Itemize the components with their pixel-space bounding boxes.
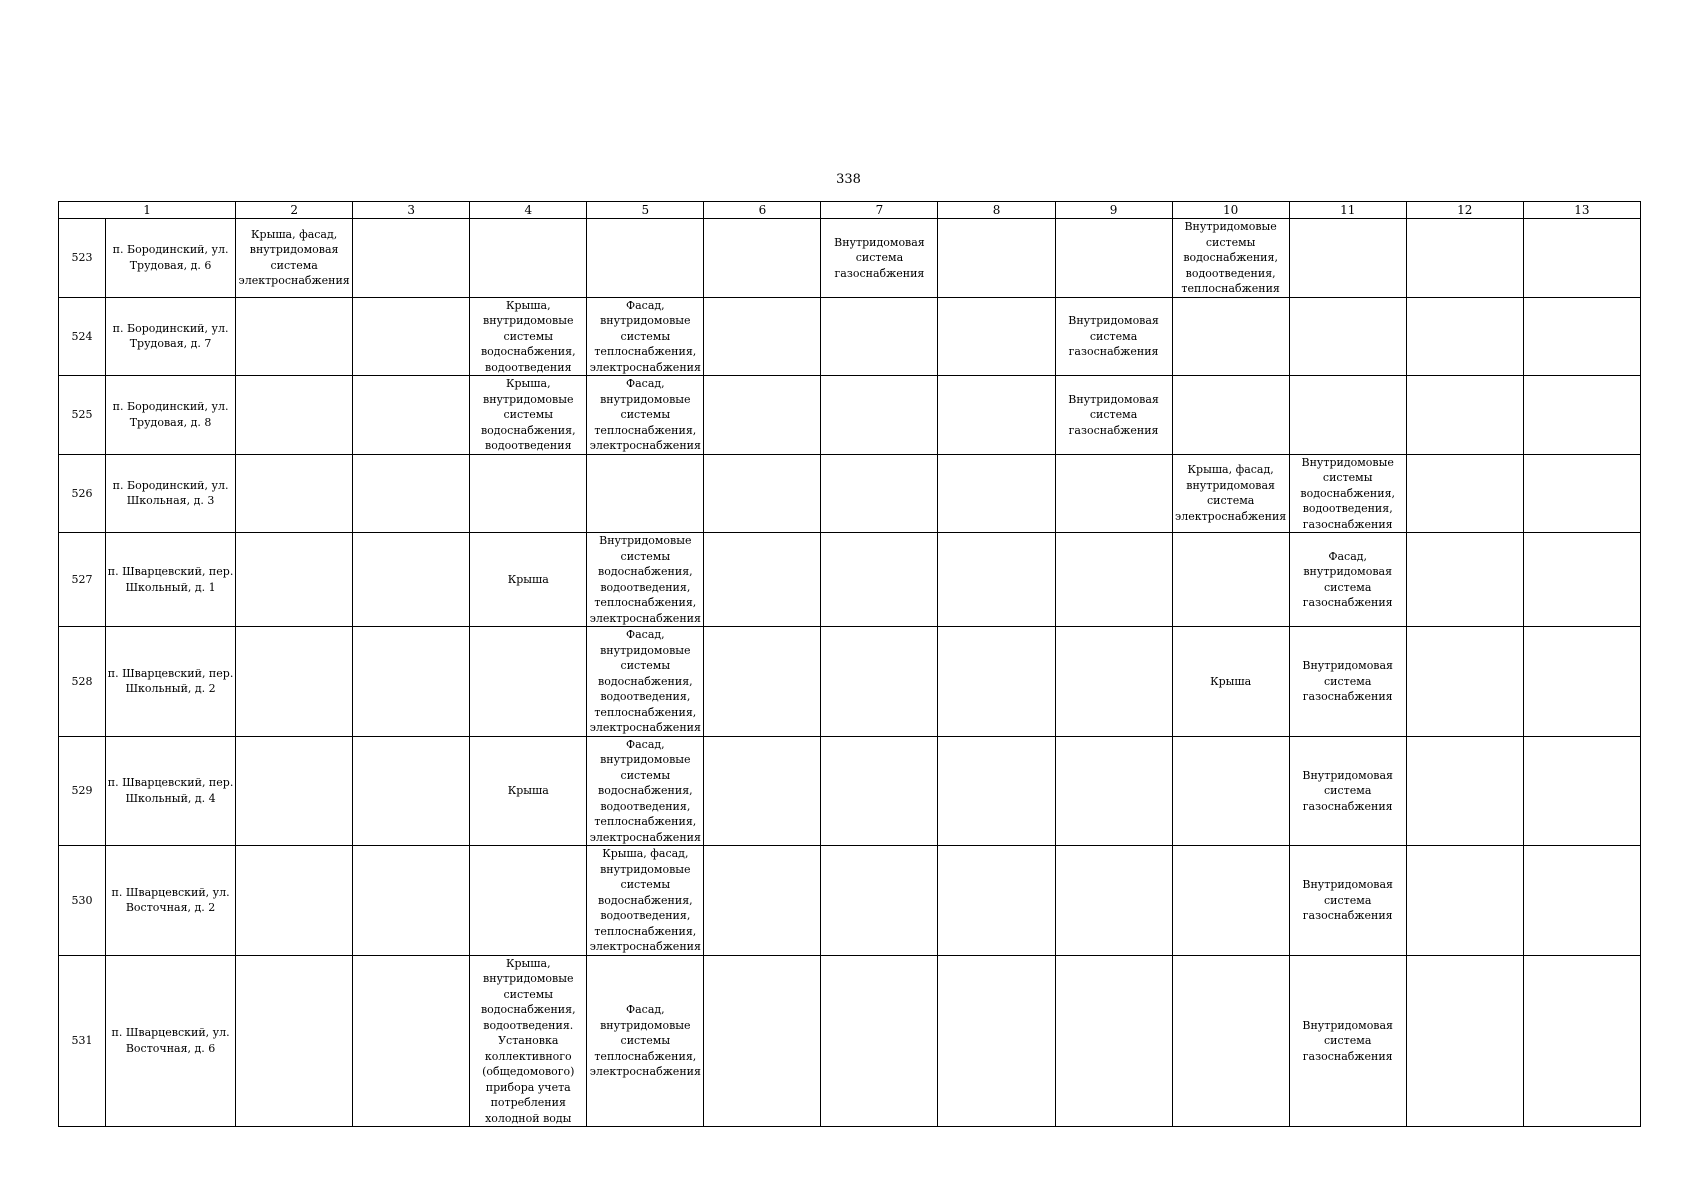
work-cell-col-8 — [938, 627, 1055, 737]
address-cell: п. Шварцевский, пер. Школьный, д. 4 — [106, 736, 236, 846]
work-cell-col-11: Внутридомовая система газоснабжения — [1289, 846, 1406, 956]
work-cell-col-5: Фасад, внутридомовые системы теплоснабжения, электроснабжения — [587, 955, 704, 1127]
work-cell-col-3 — [353, 219, 470, 298]
work-cell-col-5: Фасад, внутридомовые системы теплоснабжения, электроснабжения — [587, 376, 704, 455]
repair-schedule-table — [58, 201, 1641, 1127]
work-cell-col-4 — [470, 454, 587, 533]
table-row — [59, 454, 1641, 533]
work-cell-col-6 — [704, 297, 821, 376]
work-cell-col-10 — [1172, 736, 1289, 846]
work-cell-col-11: Внутридомовая система газоснабжения — [1289, 627, 1406, 737]
work-cell-col-13 — [1523, 627, 1640, 737]
work-cell-col-7 — [821, 376, 938, 455]
work-cell-col-12 — [1406, 454, 1523, 533]
address-cell: п. Шварцевский, пер. Школьный, д. 1 — [106, 533, 236, 627]
work-cell-col-6 — [704, 955, 821, 1127]
address-cell: п. Шварцевский, пер. Школьный, д. 2 — [106, 627, 236, 737]
work-cell-col-7 — [821, 297, 938, 376]
work-cell-col-13 — [1523, 219, 1640, 298]
work-cell-col-10 — [1172, 376, 1289, 455]
work-cell-col-13 — [1523, 955, 1640, 1127]
work-cell-col-11: Внутридомовая система газоснабжения — [1289, 955, 1406, 1127]
row-number-cell: 524 — [59, 297, 106, 376]
work-cell-col-13 — [1523, 846, 1640, 956]
table-row — [59, 297, 1641, 376]
work-cell-col-2 — [236, 955, 353, 1127]
work-cell-col-13 — [1523, 297, 1640, 376]
work-cell-col-4: Крыша — [470, 736, 587, 846]
table-row — [59, 627, 1641, 737]
work-cell-col-5: Фасад, внутридомовые системы водоснабжения, водоотведения, теплоснабжения, электроснабжения — [587, 627, 704, 737]
work-cell-col-4: Крыша, внутридомовые системы водоснабжения, водоотведения — [470, 297, 587, 376]
work-cell-col-8 — [938, 376, 1055, 455]
row-number-cell: 531 — [59, 955, 106, 1127]
work-cell-col-8 — [938, 454, 1055, 533]
work-cell-col-12 — [1406, 533, 1523, 627]
row-number-cell: 527 — [59, 533, 106, 627]
column-header: 3 — [353, 202, 470, 219]
work-cell-col-9 — [1055, 219, 1172, 298]
work-cell-col-6 — [704, 846, 821, 956]
work-cell-col-13 — [1523, 454, 1640, 533]
row-number-cell: 528 — [59, 627, 106, 737]
work-cell-col-12 — [1406, 736, 1523, 846]
work-cell-col-6 — [704, 533, 821, 627]
work-cell-col-11 — [1289, 219, 1406, 298]
work-cell-col-2 — [236, 376, 353, 455]
work-cell-col-6 — [704, 627, 821, 737]
work-cell-col-11 — [1289, 297, 1406, 376]
work-cell-col-10 — [1172, 297, 1289, 376]
work-cell-col-10 — [1172, 955, 1289, 1127]
work-cell-col-3 — [353, 955, 470, 1127]
work-cell-col-12 — [1406, 219, 1523, 298]
work-cell-col-10: Внутридомовые системы водоснабжения, водоотведения, теплоснабжения — [1172, 219, 1289, 298]
row-number-cell: 530 — [59, 846, 106, 956]
work-cell-col-11: Внутридомовые системы водоснабжения, водоотведения, газоснабжения — [1289, 454, 1406, 533]
work-cell-col-7 — [821, 533, 938, 627]
column-header: 1 — [59, 202, 236, 219]
work-cell-col-10 — [1172, 533, 1289, 627]
table-row — [59, 376, 1641, 455]
work-cell-col-8 — [938, 955, 1055, 1127]
work-cell-col-7: Внутридомовая система газоснабжения — [821, 219, 938, 298]
address-cell: п. Бородинский, ул. Школьная, д. 3 — [106, 454, 236, 533]
column-header: 10 — [1172, 202, 1289, 219]
work-cell-col-7 — [821, 846, 938, 956]
work-cell-col-3 — [353, 736, 470, 846]
work-cell-col-12 — [1406, 955, 1523, 1127]
work-cell-col-9 — [1055, 846, 1172, 956]
work-cell-col-9: Внутридомовая система газоснабжения — [1055, 376, 1172, 455]
work-cell-col-9 — [1055, 627, 1172, 737]
work-cell-col-2: Крыша, фасад, внутридомовая система электроснабжения — [236, 219, 353, 298]
row-number-cell: 529 — [59, 736, 106, 846]
column-header: 2 — [236, 202, 353, 219]
work-cell-col-7 — [821, 627, 938, 737]
work-cell-col-11: Внутридомовая система газоснабжения — [1289, 736, 1406, 846]
column-header: 6 — [704, 202, 821, 219]
work-cell-col-9: Внутридомовая система газоснабжения — [1055, 297, 1172, 376]
work-cell-col-4: Крыша, внутридомовые системы водоснабжения, водоотведения. Установка коллективного (общедомового) прибора учета потребления холодной воды — [470, 955, 587, 1127]
work-cell-col-6 — [704, 736, 821, 846]
work-cell-col-6 — [704, 219, 821, 298]
column-header: 5 — [587, 202, 704, 219]
work-cell-col-5: Крыша, фасад, внутридомовые системы водоснабжения, водоотведения, теплоснабжения, электроснабжения — [587, 846, 704, 956]
work-cell-col-9 — [1055, 454, 1172, 533]
work-cell-col-11: Фасад, внутридомовая система газоснабжения — [1289, 533, 1406, 627]
work-cell-col-2 — [236, 533, 353, 627]
work-cell-col-12 — [1406, 376, 1523, 455]
work-cell-col-5: Фасад, внутридомовые системы водоснабжения, водоотведения, теплоснабжения, электроснабжения — [587, 736, 704, 846]
work-cell-col-3 — [353, 297, 470, 376]
work-cell-col-2 — [236, 297, 353, 376]
column-header: 8 — [938, 202, 1055, 219]
work-cell-col-2 — [236, 627, 353, 737]
work-cell-col-12 — [1406, 627, 1523, 737]
work-cell-col-9 — [1055, 736, 1172, 846]
row-number-cell: 526 — [59, 454, 106, 533]
work-cell-col-3 — [353, 846, 470, 956]
column-header: 4 — [470, 202, 587, 219]
work-cell-col-13 — [1523, 736, 1640, 846]
column-header: 11 — [1289, 202, 1406, 219]
work-cell-col-13 — [1523, 376, 1640, 455]
page-number: 338 — [836, 172, 861, 187]
work-cell-col-8 — [938, 219, 1055, 298]
table-row — [59, 846, 1641, 956]
column-header: 13 — [1523, 202, 1640, 219]
work-cell-col-12 — [1406, 297, 1523, 376]
work-cell-col-8 — [938, 297, 1055, 376]
work-cell-col-5 — [587, 219, 704, 298]
work-cell-col-7 — [821, 955, 938, 1127]
work-cell-col-9 — [1055, 533, 1172, 627]
work-cell-col-6 — [704, 454, 821, 533]
address-cell: п. Шварцевский, ул. Восточная, д. 6 — [106, 955, 236, 1127]
work-cell-col-4 — [470, 846, 587, 956]
table-row — [59, 736, 1641, 846]
work-cell-col-5 — [587, 454, 704, 533]
address-cell: п. Шварцевский, ул. Восточная, д. 2 — [106, 846, 236, 956]
work-cell-col-8 — [938, 846, 1055, 956]
work-cell-col-4 — [470, 219, 587, 298]
work-cell-col-4: Крыша, внутридомовые системы водоснабжения, водоотведения — [470, 376, 587, 455]
table-row — [59, 955, 1641, 1127]
table-row — [59, 533, 1641, 627]
column-header-row — [59, 202, 1641, 219]
work-cell-col-10: Крыша, фасад, внутридомовая система электроснабжения — [1172, 454, 1289, 533]
work-cell-col-2 — [236, 846, 353, 956]
address-cell: п. Бородинский, ул. Трудовая, д. 6 — [106, 219, 236, 298]
row-number-cell: 523 — [59, 219, 106, 298]
column-header: 7 — [821, 202, 938, 219]
work-cell-col-10 — [1172, 846, 1289, 956]
work-cell-col-7 — [821, 454, 938, 533]
work-cell-col-9 — [1055, 955, 1172, 1127]
work-cell-col-11 — [1289, 376, 1406, 455]
table-row — [59, 219, 1641, 298]
address-cell: п. Бородинский, ул. Трудовая, д. 7 — [106, 297, 236, 376]
work-cell-col-5: Фасад, внутридомовые системы теплоснабжения, электроснабжения — [587, 297, 704, 376]
work-cell-col-13 — [1523, 533, 1640, 627]
work-cell-col-8 — [938, 736, 1055, 846]
column-header: 9 — [1055, 202, 1172, 219]
work-cell-col-12 — [1406, 846, 1523, 956]
work-cell-col-3 — [353, 454, 470, 533]
work-cell-col-5: Внутридомовые системы водоснабжения, водоотведения, теплоснабжения, электроснабжения — [587, 533, 704, 627]
work-cell-col-10: Крыша — [1172, 627, 1289, 737]
work-cell-col-6 — [704, 376, 821, 455]
work-cell-col-3 — [353, 376, 470, 455]
work-cell-col-4 — [470, 627, 587, 737]
work-cell-col-3 — [353, 533, 470, 627]
work-cell-col-7 — [821, 736, 938, 846]
column-header: 12 — [1406, 202, 1523, 219]
work-cell-col-2 — [236, 454, 353, 533]
work-cell-col-4: Крыша — [470, 533, 587, 627]
work-cell-col-2 — [236, 736, 353, 846]
address-cell: п. Бородинский, ул. Трудовая, д. 8 — [106, 376, 236, 455]
row-number-cell: 525 — [59, 376, 106, 455]
work-cell-col-8 — [938, 533, 1055, 627]
work-cell-col-3 — [353, 627, 470, 737]
